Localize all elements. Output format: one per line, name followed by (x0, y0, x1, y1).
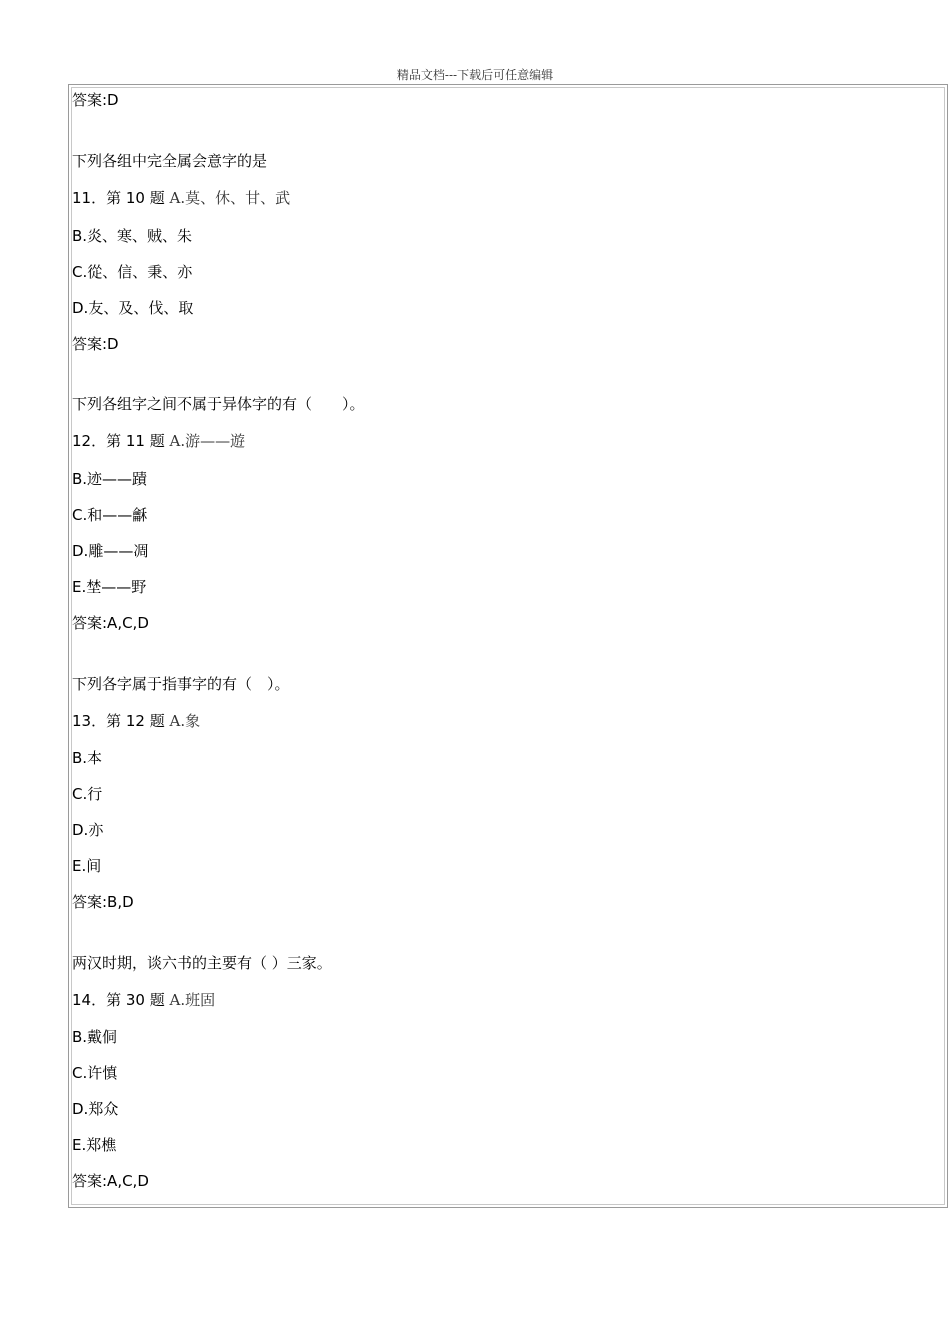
option-d: D.亦 (72, 821, 104, 839)
question-number: 14．第 30 题 (72, 991, 170, 1009)
content-frame-inner (71, 87, 945, 1205)
page-header: 精品文档---下载后可任意编辑 (396, 68, 554, 82)
option-c: C.行 (72, 785, 103, 803)
question-number: 11．第 10 题 (72, 189, 170, 207)
question-stem: 下列各字属于指事字的有（ ）。 (72, 675, 290, 693)
option-e: E.间 (72, 857, 102, 875)
question-line (72, 189, 290, 207)
option-b: B.炎、寒、贼、朱 (72, 227, 193, 245)
option-a: A.莫、休、甘、武 (169, 189, 291, 207)
question-stem: 下列各组字之间不属于异体字的有（ ）。 (72, 395, 365, 413)
option-b: B.戴侗 (72, 1028, 118, 1046)
question-line (72, 432, 245, 450)
answer-text: 答案:D (72, 335, 119, 353)
answer-text: 答案:D (72, 91, 119, 109)
answer-text: 答案:A,C,D (72, 614, 149, 632)
option-b: B.本 (72, 749, 103, 767)
question-number: 12．第 11 题 (72, 432, 170, 450)
question-line (72, 712, 200, 730)
option-d: D.郑众 (72, 1100, 119, 1118)
option-c: C.從、信、秉、亦 (72, 263, 193, 281)
answer-text: 答案:B,D (72, 893, 134, 911)
option-a: A.班固 (169, 991, 216, 1009)
option-d: D.友、及、伐、取 (72, 299, 194, 317)
question-line (72, 991, 215, 1009)
question-number: 13．第 12 题 (72, 712, 170, 730)
option-a: A.游——遊 (169, 432, 246, 450)
question-stem: 两汉时期，谈六书的主要有（ ）三家。 (72, 954, 332, 972)
option-c: C.和——龢 (72, 506, 148, 524)
option-e: E.郑樵 (72, 1136, 117, 1154)
option-e: E.埜——野 (72, 578, 147, 596)
option-d: D.雕——凋 (72, 542, 149, 560)
question-stem: 下列各组中完全属会意字的是 (72, 152, 268, 170)
answer-text: 答案:A,C,D (72, 1172, 149, 1190)
option-b: B.迹——蹟 (72, 470, 148, 488)
option-c: C.许慎 (72, 1064, 118, 1082)
option-a: A.象 (169, 712, 201, 730)
